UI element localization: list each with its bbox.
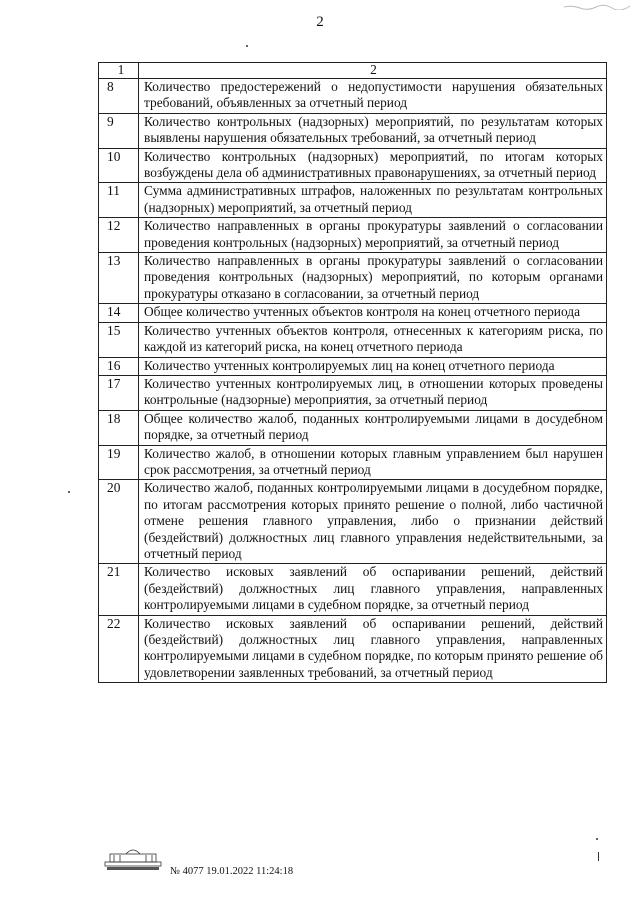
row-indicator-text: Количество учтенных контролируемых лиц на конец отчетного периода: [139, 357, 607, 375]
row-number: 18: [99, 410, 139, 445]
row-indicator-text: Количество направленных в органы прокуратуры заявлений о согласовании проведения контрольных (надзорных) мероприятий, за отчетный период: [139, 218, 607, 253]
table-row: [99, 253, 607, 304]
row-number: 8: [99, 79, 139, 114]
row-indicator-text: Количество исковых заявлений об оспаривании решений, действий (бездействий) должностных лиц главного управления, направленных контролируемыми лицами в судебном порядке, по которым принято решение об удовлетворении заявленных требований, за отчетный период: [139, 615, 607, 683]
row-indicator-text: Общее количество учтенных объектов контроля на конец отчетного периода: [139, 304, 607, 322]
row-number: 10: [99, 148, 139, 183]
row-number: 21: [99, 564, 139, 615]
table-row: [99, 564, 607, 615]
row-number: 13: [99, 253, 139, 304]
scan-speck: [68, 491, 70, 493]
row-number: 22: [99, 615, 139, 683]
row-number: 19: [99, 445, 139, 480]
scan-speck: [246, 45, 248, 47]
header-col-1: 1: [99, 63, 139, 79]
registration-stamp: № 4077 19.01.2022 11:24:18: [170, 866, 294, 877]
row-number: 17: [99, 375, 139, 410]
row-indicator-text: Общее количество жалоб, поданных контролируемыми лицами в досудебном порядке, за отчетный период: [139, 410, 607, 445]
page-number: 2: [316, 14, 324, 30]
row-number: 12: [99, 218, 139, 253]
table-row: [99, 480, 607, 564]
table-row: [99, 304, 607, 322]
table-row: [99, 183, 607, 218]
table-row: [99, 79, 607, 114]
row-indicator-text: Количество жалоб, поданных контролируемыми лицами в досудебном порядке, по итогам рассмотрения которых принято решение о полной, либо частичной отмене решения главного управления, либо о признании действий (бездействий) должностных лиц главного управления недействительными, за отчетный период: [139, 480, 607, 564]
row-number: 14: [99, 304, 139, 322]
table-row: [99, 615, 607, 683]
organization-logo: [104, 846, 162, 872]
row-number: 20: [99, 480, 139, 564]
row-indicator-text: Количество предостережений о недопустимости нарушения обязательных требований, объявленных за отчетный период: [139, 79, 607, 114]
scan-speck: [596, 838, 598, 840]
table-row: [99, 357, 607, 375]
table-row: [99, 322, 607, 357]
row-indicator-text: Количество учтенных объектов контроля, отнесенных к категориям риска, по каждой из категорий риска, на конец отчетного периода: [139, 322, 607, 357]
table-row: [99, 148, 607, 183]
table-row: [99, 113, 607, 148]
table-row: [99, 218, 607, 253]
row-indicator-text: Количество исковых заявлений об оспаривании решений, действий (бездействий) должностных лиц главного управления, направленных контролируемыми лицами в судебном порядке, за отчетный период: [139, 564, 607, 615]
scan-speck: [598, 852, 599, 861]
row-number: 15: [99, 322, 139, 357]
indicators-table: [98, 62, 607, 683]
table-row: [99, 410, 607, 445]
table-row: [99, 375, 607, 410]
header-col-2: 2: [139, 63, 607, 79]
row-number: 9: [99, 113, 139, 148]
row-number: 16: [99, 357, 139, 375]
row-number: 11: [99, 183, 139, 218]
row-indicator-text: Сумма административных штрафов, наложенных по результатам контрольных (надзорных) мероприятий, за отчетный период: [139, 183, 607, 218]
row-indicator-text: Количество контрольных (надзорных) мероприятий, по итогам которых возбуждены дела об административных правонарушениях, за отчетный период: [139, 148, 607, 183]
table-row: [99, 445, 607, 480]
table-header-row: [99, 63, 607, 79]
scan-artifact: [562, 4, 632, 10]
row-indicator-text: Количество жалоб, в отношении которых главным управлением был нарушен срок рассмотрения, за отчетный период: [139, 445, 607, 480]
row-indicator-text: Количество направленных в органы прокуратуры заявлений о согласовании проведения контрольных (надзорных) мероприятий, по которым органами прокуратуры отказано в согласовании, за отчетный период: [139, 253, 607, 304]
row-indicator-text: Количество учтенных контролируемых лиц, в отношении которых проведены контрольные (надзорные) мероприятия, за отчетный период: [139, 375, 607, 410]
row-indicator-text: Количество контрольных (надзорных) мероприятий, по результатам которых выявлены нарушения обязательных требований, за отчетный период: [139, 113, 607, 148]
